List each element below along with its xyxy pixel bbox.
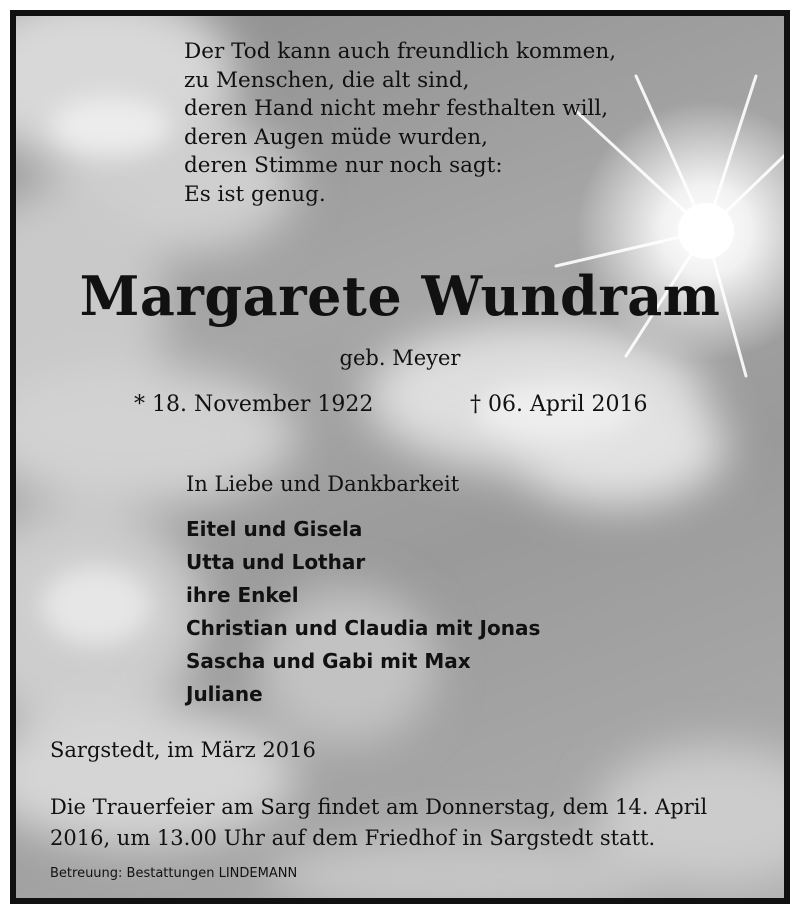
poem xyxy=(184,38,616,209)
poem-line: deren Hand nicht mehr festhalten will, xyxy=(184,96,609,121)
mourner-entry: Christian und Claudia mit Jonas xyxy=(186,616,541,640)
poem-line: Es ist genug. xyxy=(184,181,326,207)
birth-date: * 18. November 1922 xyxy=(134,392,374,417)
undertaker-credit: Betreuung: Bestattungen LINDEMANN xyxy=(50,866,298,881)
death-date: † 06. April 2016 xyxy=(470,392,648,417)
dedication-line: In Liebe und Dankbarkeit xyxy=(186,472,460,496)
poem-line: Der Tod kann auch freundlich kommen, xyxy=(184,39,617,64)
poem-line: zu Menschen, die alt sind, xyxy=(184,67,470,93)
poem-line: deren Stimme nur noch sagt: xyxy=(184,153,503,178)
mourner-entry: Utta und Lothar xyxy=(186,550,366,574)
mourner-entry: Eitel und Gisela xyxy=(186,517,363,541)
place-and-date: Sargstedt, im März 2016 xyxy=(50,738,316,762)
deceased-name: Margarete Wundram xyxy=(79,264,721,328)
notice-content xyxy=(16,16,784,898)
funeral-line: Die Trauerfeier am Sarg findet am Donnerstag, dem 14. April xyxy=(50,795,708,819)
poem-line: deren Augen müde wurden, xyxy=(184,124,488,150)
maiden-name: geb. Meyer xyxy=(339,346,461,370)
obituary-notice xyxy=(10,10,790,904)
mourners-list xyxy=(186,513,540,711)
mourner-entry: Juliane xyxy=(186,682,263,706)
mourner-entry: Sascha und Gabi mit Max xyxy=(186,649,471,673)
funeral-announcement xyxy=(50,792,780,854)
funeral-line: 2016, um 13.00 Uhr auf dem Friedhof in Sargstedt statt. xyxy=(50,826,656,850)
mourner-entry: ihre Enkel xyxy=(186,583,299,607)
